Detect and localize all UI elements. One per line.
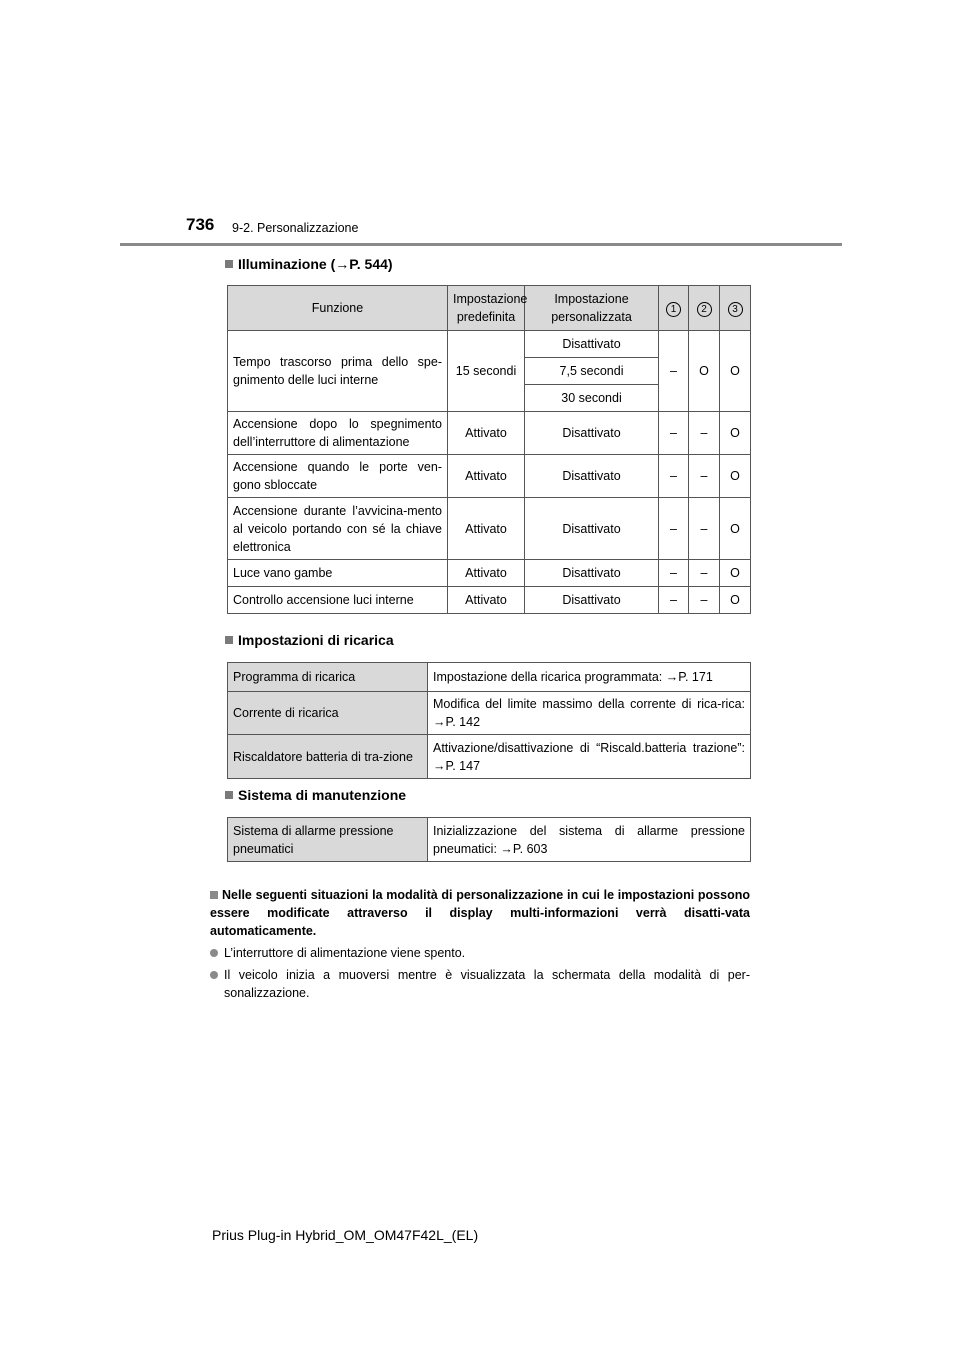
heading-manutenzione xyxy=(225,787,406,803)
header-default: Impostazione predefinita xyxy=(448,286,525,331)
table-row xyxy=(228,455,751,498)
row-custom: Disattivato xyxy=(525,560,659,587)
note-block xyxy=(210,886,750,1002)
row-c2: – xyxy=(689,455,720,498)
table-row xyxy=(228,663,751,692)
note-title-text: Nelle seguenti situazioni la modalità di personalizzazione in cui le impostazioni possono essere modificate attraverso il display multi-informazioni verrà disatti-vata automaticamente. xyxy=(210,888,750,938)
heading-square-icon xyxy=(225,636,233,644)
circled-1-icon: 1 xyxy=(666,302,681,317)
row-c2: – xyxy=(689,560,720,587)
table-row xyxy=(228,412,751,455)
row1-custom-3: 30 secondi xyxy=(525,385,659,412)
note-bullet xyxy=(210,966,750,1002)
row-default: Attivato xyxy=(448,587,525,614)
row-custom: Disattivato xyxy=(525,455,659,498)
row-func: Accensione durante l’avvicina-mento al veicolo portando con sé la chiave elettronica xyxy=(228,498,448,560)
row-value: Modifica del limite massimo della corrente di rica-rica: →P. 142 xyxy=(428,692,751,735)
row-value: Inizializzazione del sistema di allarme pressione pneumatici: →P. 603 xyxy=(428,818,751,862)
table-row xyxy=(228,735,751,779)
row-label: Sistema di allarme pressione pneumatici xyxy=(228,818,428,862)
row-c3: O xyxy=(720,587,751,614)
table-manutenzione xyxy=(227,817,751,862)
row-c2: – xyxy=(689,498,720,560)
row-func: Controllo accensione luci interne xyxy=(228,587,448,614)
row-default: Attivato xyxy=(448,560,525,587)
row-value: Attivazione/disattivazione di “Riscald.batteria trazione”: →P. 147 xyxy=(428,735,751,779)
heading-ricarica xyxy=(225,632,394,648)
header-custom: Impostazione personalizzata xyxy=(525,286,659,331)
row-c1: – xyxy=(659,455,689,498)
table-row xyxy=(228,692,751,735)
row-c1: – xyxy=(659,560,689,587)
row-func: Luce vano gambe xyxy=(228,560,448,587)
heading-illuminazione-text: Illuminazione (→P. 544) xyxy=(238,256,393,272)
note-title xyxy=(210,886,750,940)
row-c2: – xyxy=(689,587,720,614)
header-col-1 xyxy=(659,286,689,331)
section-label: 9-2. Personalizzazione xyxy=(232,221,359,235)
header-funzione: Funzione xyxy=(228,286,448,331)
note-bullet-text: Il veicolo inizia a muoversi mentre è visualizzata la schermata della modalità di per-sonalizzazione. xyxy=(224,968,750,1000)
row-c3: O xyxy=(720,412,751,455)
row1-c3: O xyxy=(720,331,751,412)
row1-func: Tempo trascorso prima dello spe-gnimento delle luci interne xyxy=(228,331,448,412)
table-row xyxy=(228,587,751,614)
note-bullet-text: L’interruttore di alimentazione viene spento. xyxy=(224,946,466,960)
heading-ricarica-text: Impostazioni di ricarica xyxy=(238,632,394,648)
row-default: Attivato xyxy=(448,498,525,560)
header-rule xyxy=(120,243,842,246)
row-c1: – xyxy=(659,412,689,455)
table-ricarica xyxy=(227,662,751,779)
row1-c2: O xyxy=(689,331,720,412)
row-custom: Disattivato xyxy=(525,587,659,614)
row-c1: – xyxy=(659,498,689,560)
bullet-dot-icon xyxy=(210,949,218,957)
row-label: Corrente di ricarica xyxy=(228,692,428,735)
heading-manutenzione-text: Sistema di manutenzione xyxy=(238,787,407,803)
row-custom: Disattivato xyxy=(525,498,659,560)
header-col-2 xyxy=(689,286,720,331)
footer-doc-id: Prius Plug-in Hybrid_OM_OM47F42L_(EL) xyxy=(212,1227,479,1243)
row-label: Riscaldatore batteria di tra-zione xyxy=(228,735,428,779)
heading-square-icon xyxy=(225,791,233,799)
row-c2: – xyxy=(689,412,720,455)
row-func: Accensione dopo lo spegnimento dell’interruttore di alimentazione xyxy=(228,412,448,455)
bullet-dot-icon xyxy=(210,971,218,979)
row-c1: – xyxy=(659,587,689,614)
table-illuminazione xyxy=(227,285,751,614)
row-value: Impostazione della ricarica programmata: →P. 171 xyxy=(428,663,751,692)
table-row xyxy=(228,560,751,587)
table-row xyxy=(228,818,751,862)
circled-2-icon: 2 xyxy=(697,302,712,317)
row-label: Programma di ricarica xyxy=(228,663,428,692)
note-bullet xyxy=(210,944,750,962)
row1-custom-2: 7,5 secondi xyxy=(525,358,659,385)
row1-c1: – xyxy=(659,331,689,412)
heading-square-icon xyxy=(225,260,233,268)
row-custom: Disattivato xyxy=(525,412,659,455)
row-c3: O xyxy=(720,455,751,498)
row1-custom-1: Disattivato xyxy=(525,331,659,358)
table-row xyxy=(228,498,751,560)
circled-3-icon: 3 xyxy=(728,302,743,317)
row-default: Attivato xyxy=(448,455,525,498)
row1-default: 15 secondi xyxy=(448,331,525,412)
page-number: 736 xyxy=(186,215,215,234)
row-c3: O xyxy=(720,560,751,587)
heading-illuminazione xyxy=(225,256,393,272)
row-c3: O xyxy=(720,498,751,560)
header-col-3 xyxy=(720,286,751,331)
note-square-icon xyxy=(210,891,218,899)
row-default: Attivato xyxy=(448,412,525,455)
row-func: Accensione quando le porte ven-gono sbloccate xyxy=(228,455,448,498)
